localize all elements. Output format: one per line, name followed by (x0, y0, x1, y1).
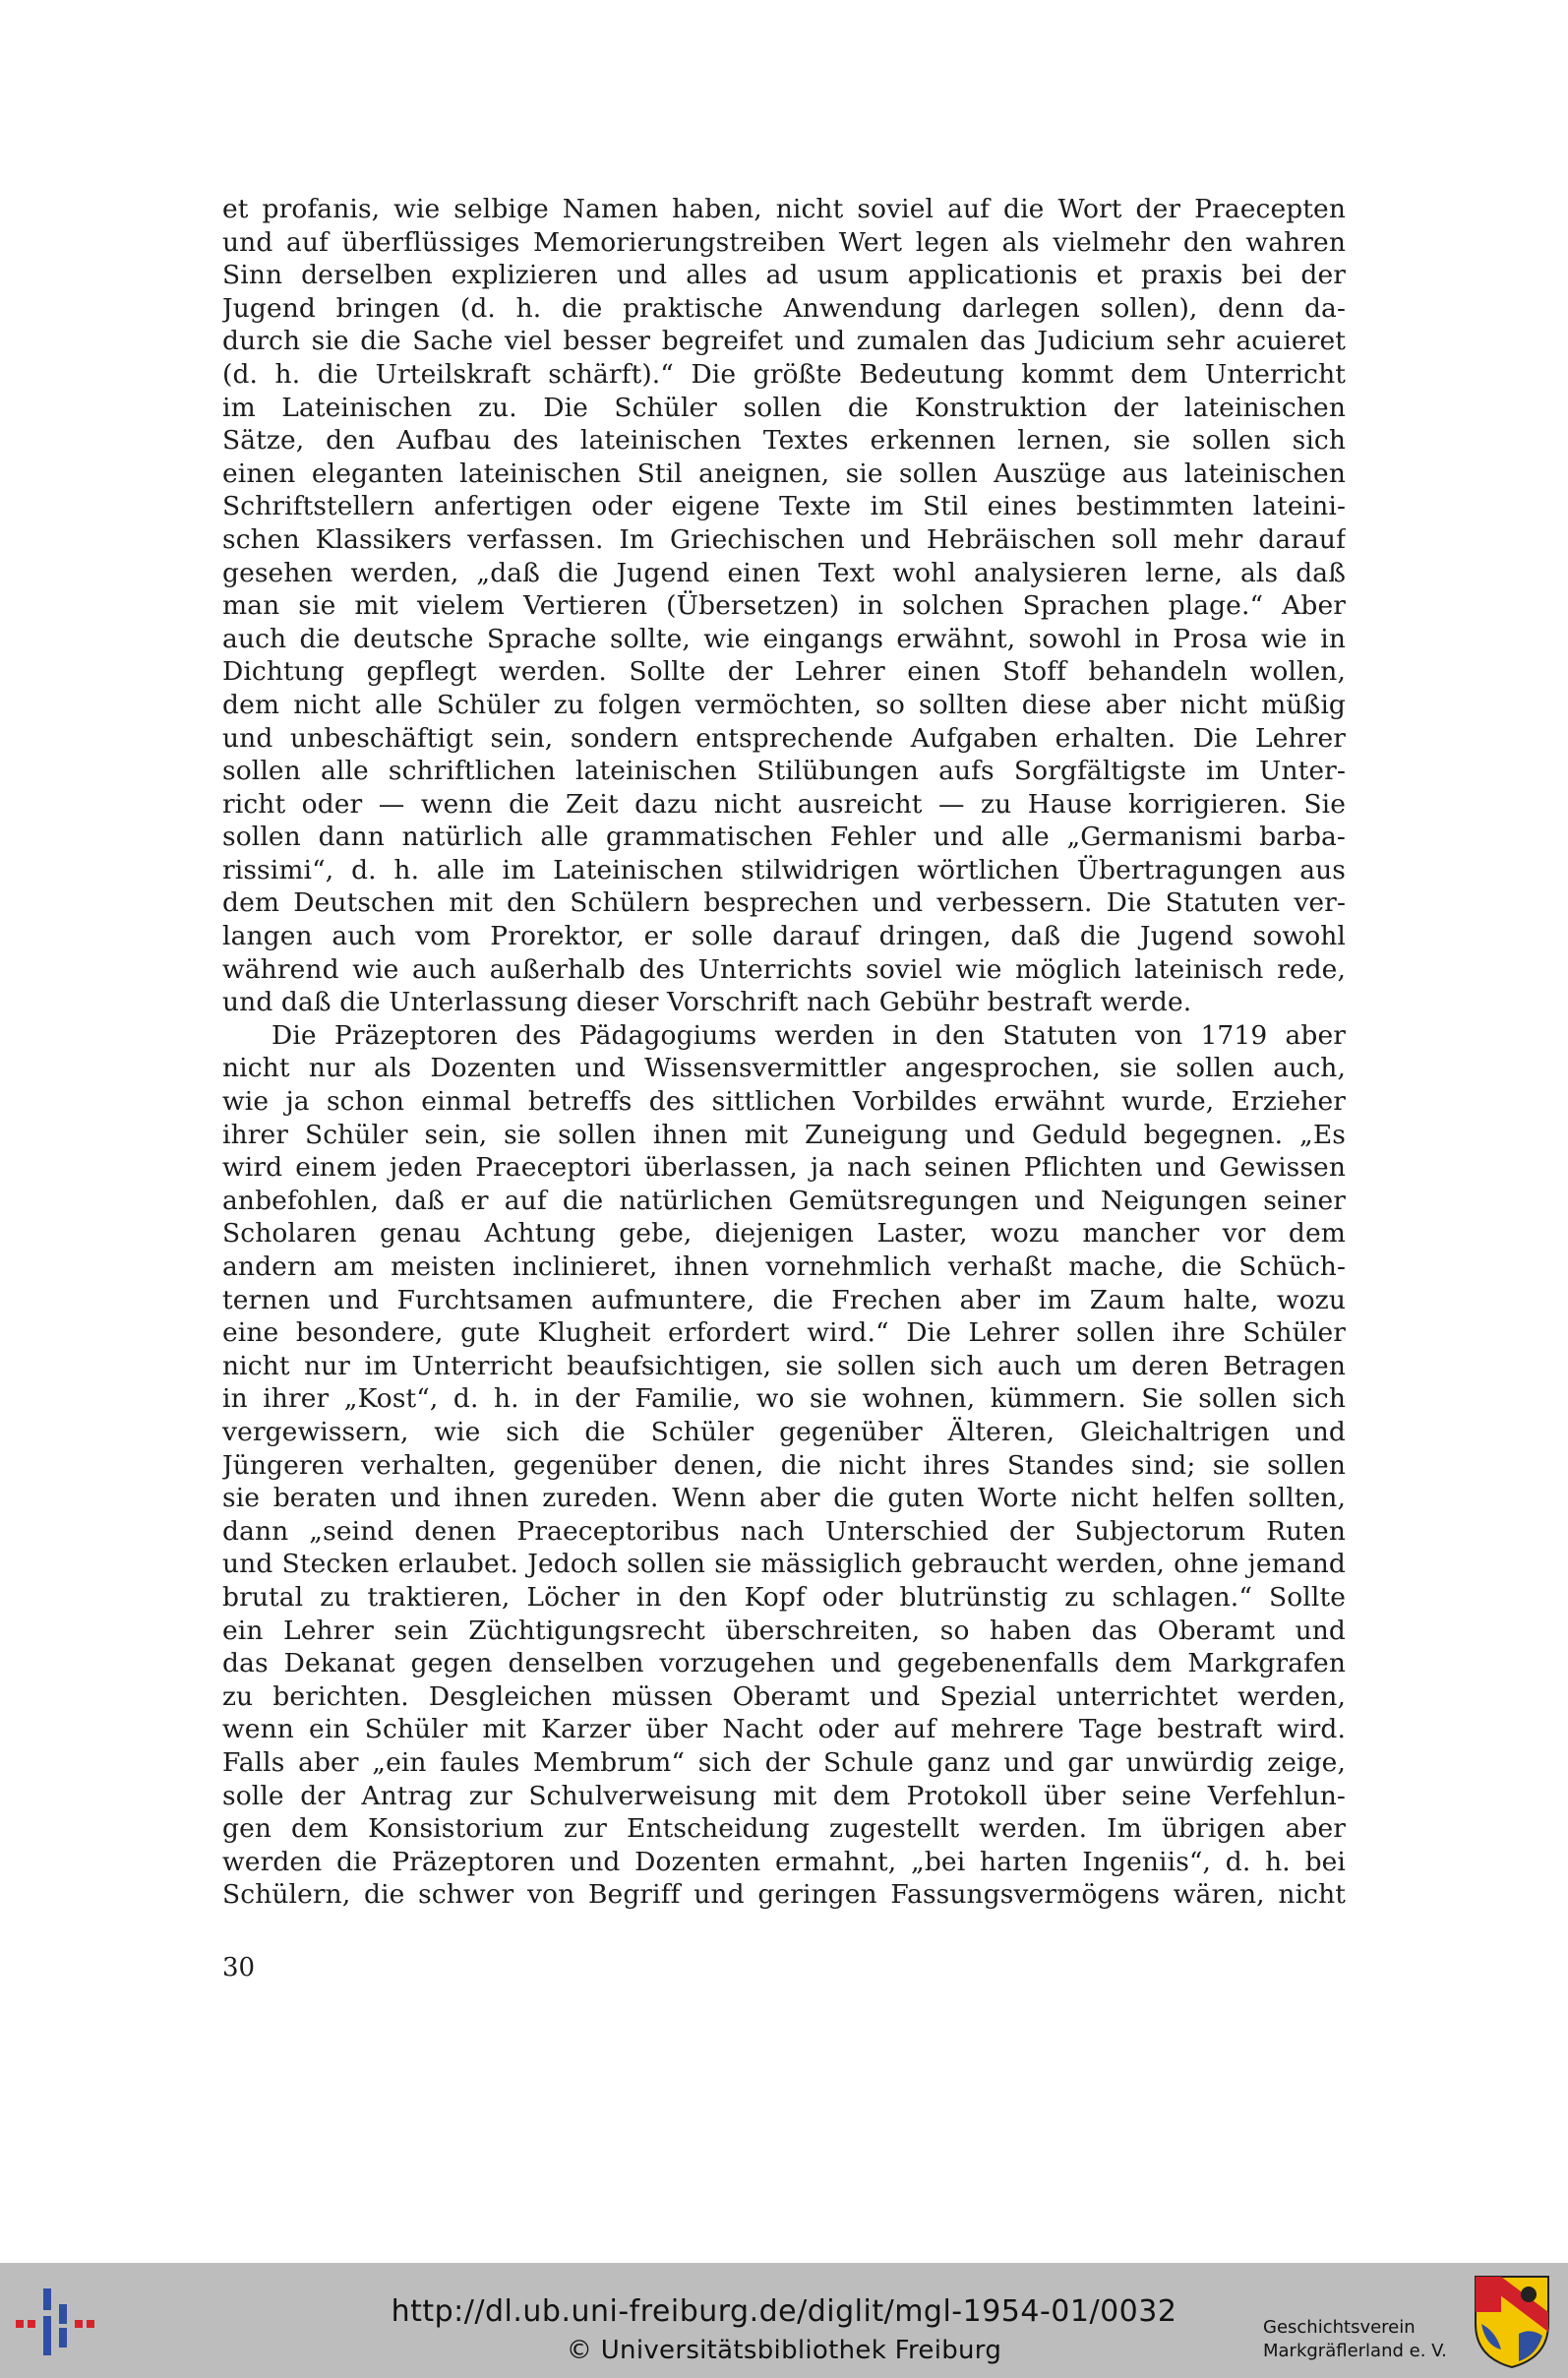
text-line: werden die Präzeptoren und Dozenten ermahnt, „bei harten Ingeniis“, d. h. bei (222, 1846, 1346, 1877)
society-name-line2: Markgräflerland e. V. (1263, 2341, 1447, 2361)
text-line: Sinn derselben explizieren und alles ad usum applicationis et praxis bei der (222, 260, 1346, 291)
text-line: Schriftstellern anfertigen oder eigene Texte im Stil eines bestimmten lateini- (222, 491, 1346, 522)
text-line: Dichtung gepflegt werden. Sollte der Lehrer einen Stoff behandeln wollen, (222, 656, 1346, 688)
text-line: auch die deutsche Sprache sollte, wie eingangs erwähnt, sowohl in Prosa wie in (222, 623, 1346, 654)
text-line: anbefohlen, daß er auf die natürlichen Gemütsregungen und Neigungen seiner (222, 1185, 1346, 1216)
text-line: und unbeschäftigt sein, sondern entsprechende Aufgaben erhalten. Die Lehrer (222, 722, 1346, 754)
body-text (222, 193, 1346, 1912)
text-line: gesehen werden, „daß die Jugend einen Text wohl analysieren lerne, als daß (222, 557, 1346, 588)
text-line: rissimi“, d. h. alle im Lateinischen stilwidrigen wörtlichen Übertragungen aus (222, 854, 1346, 885)
text-line: richt oder — wenn die Zeit dazu nicht ausreicht — zu Hause korrigieren. Sie (222, 788, 1346, 820)
text-line: das Dekanat gegen denselben vorzugehen und gegebenenfalls dem Markgrafen (222, 1648, 1346, 1679)
text-line: Jugend bringen (d. h. die praktische Anwendung darlegen sollen), denn da- (222, 292, 1346, 324)
text-line: (d. h. die Urteilskraft schärft).“ Die größte Bedeutung kommt dem Unterricht (222, 358, 1346, 390)
society-name (1263, 2316, 1447, 2363)
text-line: dem nicht alle Schüler zu folgen vermöchten, so sollten diese aber nicht müßig (222, 689, 1346, 720)
text-line: vergewissern, wie sich die Schüler gegenüber Älteren, Gleichaltrigen und (222, 1416, 1346, 1447)
viewer-footer (0, 2263, 1568, 2378)
text-line: ein Lehrer sein Züchtigungsrecht überschreiten, so haben das Oberamt und (222, 1615, 1346, 1646)
text-line: ternen und Furchtsamen aufmuntere, die Frechen aber im Zaum halte, wozu (222, 1284, 1346, 1315)
text-line: sollen dann natürlich alle grammatischen Fehler und alle „Germanismi barba- (222, 822, 1346, 853)
text-line: et profanis, wie selbige Namen haben, nicht soviel auf die Wort der Praecepten (222, 194, 1346, 224)
page-number: 30 (222, 1953, 256, 1982)
text-line: dem Deutschen mit den Schülern besprechen und verbessern. Die Statuten ver- (222, 887, 1346, 919)
text-line: im Lateinischen zu. Die Schüler sollen die Konstruktion der lateinischen (222, 392, 1346, 423)
text-line: nicht nur als Dozenten und Wissensvermittler angesprochen, sie sollen auch, (222, 1053, 1346, 1084)
text-line: andern am meisten inclinieret, ihnen vornehmlich verhaßt mache, die Schüch- (222, 1251, 1346, 1282)
text-line: in ihrer „Kost“, d. h. in der Familie, wo sie wohnen, kümmern. Sie sollen sich (222, 1383, 1346, 1415)
text-line: sie beraten und ihnen zureden. Wenn aber die guten Worte nicht helfen sollten, (222, 1483, 1346, 1514)
text-line: Die Präzeptoren des Pädagogiums werden in den Statuten von 1719 aber (271, 1019, 1346, 1051)
coat-of-arms-icon[interactable] (1472, 2273, 1552, 2369)
text-line: ihrer Schüler sein, sie sollen ihnen mit Zuneigung und Geduld begegnen. „Es (222, 1119, 1346, 1150)
text-line: gen dem Konsistorium zur Entscheidung zugestellt werden. Im übrigen aber (222, 1813, 1346, 1845)
text-line: eine besondere, gute Klugheit erfordert wird.“ Die Lehrer sollen ihre Schüler (222, 1317, 1346, 1349)
text-line: Jüngeren verhalten, gegenüber denen, die nicht ihres Standes sind; sie sollen (222, 1449, 1346, 1481)
text-line: dann „seind denen Praeceptoribus nach Unterschied der Subjectorum Ruten (222, 1515, 1346, 1547)
text-line: brutal zu traktieren, Löcher in den Kopf oder blutrünstig zu schlagen.“ Sollte (222, 1581, 1346, 1613)
text-line: und auf überflüssiges Memorierungstreiben Wert legen als vielmehr den wahren (222, 226, 1346, 258)
text-line: man sie mit vielem Vertieren (Übersetzen) in solchen Sprachen plage.“ Aber (222, 590, 1346, 622)
text-line: solle der Antrag zur Schulverweisung mit dem Protokoll über seine Verfehlun- (222, 1780, 1346, 1811)
copyright-notice: © Universitätsbibliothek Freiburg (566, 2336, 1002, 2365)
text-line: Scholaren genau Achtung gebe, diejenigen Laster, wozu mancher vor dem (222, 1218, 1346, 1250)
text-line: zu berichten. Desgleichen müssen Oberamt und Spezial unterrichtet werden, (222, 1680, 1346, 1712)
text-line: Sätze, den Aufbau des lateinischen Textes erkennen lernen, sie sollen sich (222, 425, 1346, 457)
text-line: und Stecken erlaubet. Jedoch sollen sie mässiglich gebraucht werden, ohne jemand (222, 1549, 1346, 1580)
text-line: während wie auch außerhalb des Unterrichts soviel wie möglich lateinisch rede, (222, 953, 1346, 985)
text-line: und daß die Unterlassung dieser Vorschrift nach Gebühr bestraft werde. (222, 987, 1192, 1018)
text-line: Falls aber „ein faules Membrum“ sich der Schule ganz und gar unwürdig zeige, (222, 1746, 1346, 1778)
text-line: langen auch vom Prorektor, er solle darauf dringen, daß die Jugend sowohl (222, 921, 1346, 952)
text-line: nicht nur im Unterricht beaufsichtigen, sie sollen sich auch um deren Betragen (222, 1350, 1346, 1381)
society-name-line1: Geschichtsverein (1263, 2317, 1416, 2338)
text-line: Schülern, die schwer von Begriff und geringen Fassungsvermögens wären, nicht (222, 1879, 1346, 1911)
text-line: durch sie die Sache viel besser begreifet und zumalen das Judicium sehr acuieret (222, 326, 1346, 357)
text-line: einen eleganten lateinischen Stil aneignen, sie sollen Auszüge aus lateinischen (222, 457, 1346, 489)
text-line: wie ja schon einmal betreffs des sittlichen Vorbildes erwähnt wurde, Erzieher (222, 1086, 1346, 1118)
permalink[interactable]: http://dl.ub.uni-freiburg.de/diglit/mgl-1954-01/0032 (391, 2294, 1177, 2329)
text-line: wird einem jeden Praeceptori überlassen, ja nach seinen Pflichten und Gewissen (222, 1152, 1346, 1184)
text-line: schen Klassikers verfassen. Im Griechischen und Hebräischen soll mehr darauf (222, 523, 1346, 555)
text-line: wenn ein Schüler mit Karzer über Nacht oder auf mehrere Tage bestraft wird. (222, 1714, 1346, 1745)
text-line: sollen alle schriftlichen lateinischen Stilübungen aufs Sorgfältigste im Unter- (222, 756, 1346, 787)
